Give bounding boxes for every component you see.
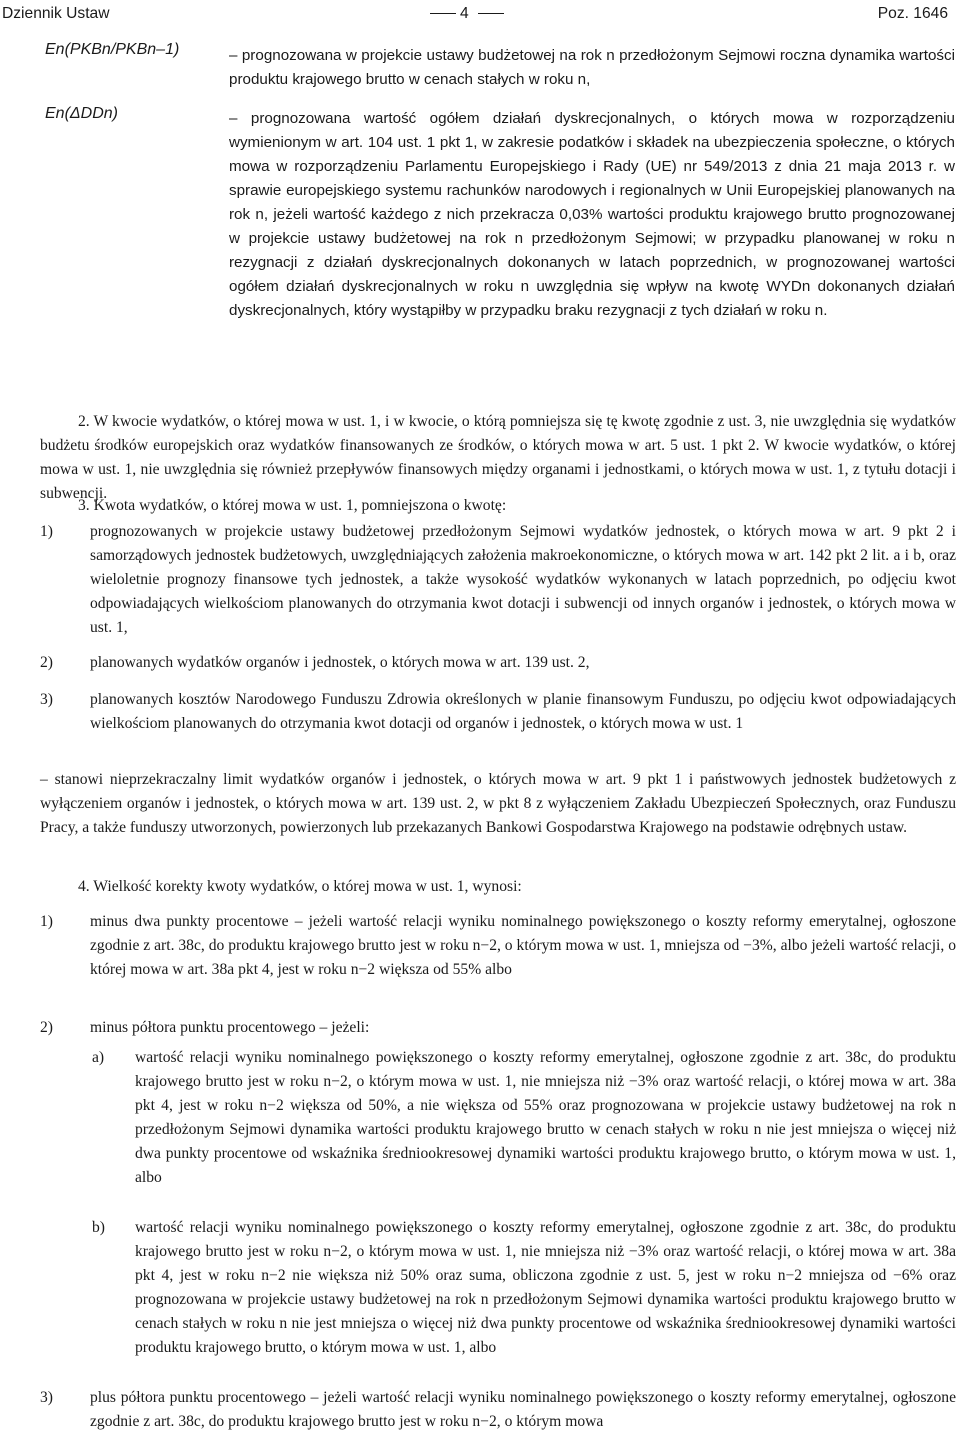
definition-symbol-discretionary: En(ΔDDn) xyxy=(45,105,118,122)
subitem-letter: b) xyxy=(92,1219,105,1236)
item-number: 1) xyxy=(40,913,53,930)
item-text: plus półtora punktu procentowego – jeżeli wartość relacji wyniku nominalnego powiększonego o koszty reformy emerytalnej, ogłoszone zgodnie z art. 38c, do produktu krajowego brutto jest w roku n−2, o którym mowa xyxy=(90,1389,956,1430)
page-number: 4 xyxy=(460,5,469,22)
journal-title: Dziennik Ustaw xyxy=(2,5,110,22)
item-number: 2) xyxy=(40,1019,53,1036)
subitem-text: wartość relacji wyniku nominalnego powiększonego o koszty reformy emerytalnej, ogłoszone zgodnie z art. 38c, do produktu krajowego brutto jest w roku n−2, o którym mowa w ust. 1, nie mniejsza niż −3% oraz wartość relacji, o której mowa w art. 38a pkt 4, jest w roku n−2 nie większa niż 50% oraz suma, obliczona zgodnie z ust. 5, jest w roku n−2 mniejsza od −6% oraz prognozowana w projekcie ustawy budżetowej na rok n przedłożonym Sejmowi dynamika wartości produktu krajowego brutto w cenach stałych w roku n nie jest mniejsza o więcej niż dwa punkty procentowe od wskaźnika średniookresowej dynamiki wartości produktu krajowego brutto, o którym mowa w ust. 1, albo xyxy=(135,1219,956,1356)
item-text: minus półtora punktu procentowego – jeżeli: xyxy=(90,1019,370,1036)
definition-text-gdp-dynamics: – prognozowana w projekcie ustawy budżetowej na rok n przedłożonym Sejmowi roczna dynamika wartości produktu krajowego brutto w cenach stałych w roku n, xyxy=(229,47,955,88)
item-text: planowanych kosztów Narodowego Funduszu Zdrowia określonych w planie finansowym Funduszu, po odjęciu kwot odpowiadających wielkościom planowanych do otrzymania kwot dotacji od organów i jednostek, o których mowa w ust. 1 xyxy=(90,691,956,732)
item-number: 3) xyxy=(40,1389,53,1406)
definition-symbol-gdp-dynamics: En(PKBn/PKBn–1) xyxy=(45,41,180,58)
definition-text-discretionary: – prognozowana wartość ogółem działań dyskrecjonalnych, o których mowa w rozporządzeniu wymienionym w art. 104 ust. 1 pkt 1, w zakresie podatków i składek na ubezpieczenia społeczne, o których mowa w rozporządzeniu Parlamentu Europejskiego i Rady (UE) nr 549/2013 z dnia 21 maja 2013 r. w sprawie europejskiego systemu rachunków narodowych i regionalnych w Unii Europejskiej planowanych na rok n, jeżeli wartość każdego z nich przekracza 0,03% wartości produktu krajowego brutto prognozowanej w projekcie ustawy budżetowej na rok n przedłożonym Sejmowi; w przypadku planowanej w roku n rezygnacji z działań dyskrecjonalnych dokonanych w latach poprzednich, w prognozowanej wartości ogółem działań dyskrecjonalnych w roku n uwzględnia się wpływ na kwotę WYDn dokonanych działań dyskrecjonalnych, który wystąpiłby w przypadku braku rezygnacji z tych działań w roku n. xyxy=(229,110,955,319)
header-dash-left xyxy=(430,13,456,14)
item-text: minus dwa punkty procentowe – jeżeli wartość relacji wyniku nominalnego powiększonego o koszty reformy emerytalnej, ogłoszone zgodnie z art. 38c, do produktu krajowego brutto jest w roku n−2, o którym mowa w ust. 1, mniejsza od −3%, albo jeżeli wartość relacji, o której mowa w art. 38a pkt 4, jest w roku n−2 większa od 55% albo xyxy=(90,913,956,978)
item-text: prognozowanych w projekcie ustawy budżetowej przedłożonym Sejmowi wydatków jednostek, o których mowa w art. 9 pkt 2 i samorządowych jednostek budżetowych, uwzględniających założenia makroekonomiczne, o których mowa w art. 142 pkt 2 lit. a i b, oraz wieloletnie prognozy finansowe tych jednostek, a także wysokość wydatków wykonanych w latach poprzednich, po odjęciu kwot odpowiadających wielkościom planowanych do otrzymania kwot dotacji i subwencji od innych organów i jednostek, o których mowa w ust. 1, xyxy=(90,523,956,636)
item-number: 1) xyxy=(40,523,53,540)
item-number: 2) xyxy=(40,654,53,671)
section-3-intro: 3. Kwota wydatków, o której mowa w ust. 1, pomniejszona o kwotę: xyxy=(78,497,507,514)
section-4-intro: 4. Wielkość korekty kwoty wydatków, o której mowa w ust. 1, wynosi: xyxy=(78,878,522,895)
item-number: 3) xyxy=(40,691,53,708)
subitem-text: wartość relacji wyniku nominalnego powiększonego o koszty reformy emerytalnej, ogłoszone zgodnie z art. 38c, do produktu krajowego brutto jest w roku n−2, o którym mowa w ust. 1, nie mniejsza niż −3% oraz wartość relacji, o której mowa w art. 38a pkt 4, jest w roku n−2 większa od 50%, a nie większa od 55% oraz prognozowana w projekcie ustawy budżetowej na rok n przedłożonym Sejmowi dynamika wartości produktu krajowego brutto w cenach stałych w roku n nie jest mniejsza o więcej niż dwa punkty procentowe od wskaźnika średniookresowej dynamiki wartości produktu krajowego brutto, o którym mowa w ust. 1, albo xyxy=(135,1049,956,1186)
subitem-letter: a) xyxy=(92,1049,105,1066)
position-number: Poz. 1646 xyxy=(877,5,948,22)
header-dash-right xyxy=(478,13,504,14)
item-text: planowanych wydatków organów i jednostek, o których mowa w art. 139 ust. 2, xyxy=(90,654,590,671)
page-header xyxy=(0,2,960,26)
section-3-closing: – stanowi nieprzekraczalny limit wydatków organów i jednostek, o których mowa w art. 9 pkt 1 i państwowych jednostek budżetowych z wyłączeniem organów i jednostek, o których mowa w art. 139 ust. 2, w pkt 8 z wyłączeniem Zakładu Ubezpieczeń Społecznych, oraz Funduszu Pracy, a także funduszy utworzonych, powierzonych lub przekazanych Bankowi Gospodarstwa Krajowego na podstawie odrębnych ustaw. xyxy=(40,771,956,836)
section-2-paragraph: 2. W kwocie wydatków, o której mowa w ust. 1, i w kwocie, o którą pomniejsza się tę kwotę zgodnie z ust. 3, nie uwzględnia się wydatków budżetu środków europejskich oraz wydatków finansowanych ze środków, o których mowa w art. 5 ust. 1 pkt 2. W kwocie wydatków, o której mowa w ust. 1, nie uwzględnia się również przepływów finansowych między organami i jednostkami, o których mowa w ust. 1, z tytułu dotacji i subwencji. xyxy=(40,413,956,502)
